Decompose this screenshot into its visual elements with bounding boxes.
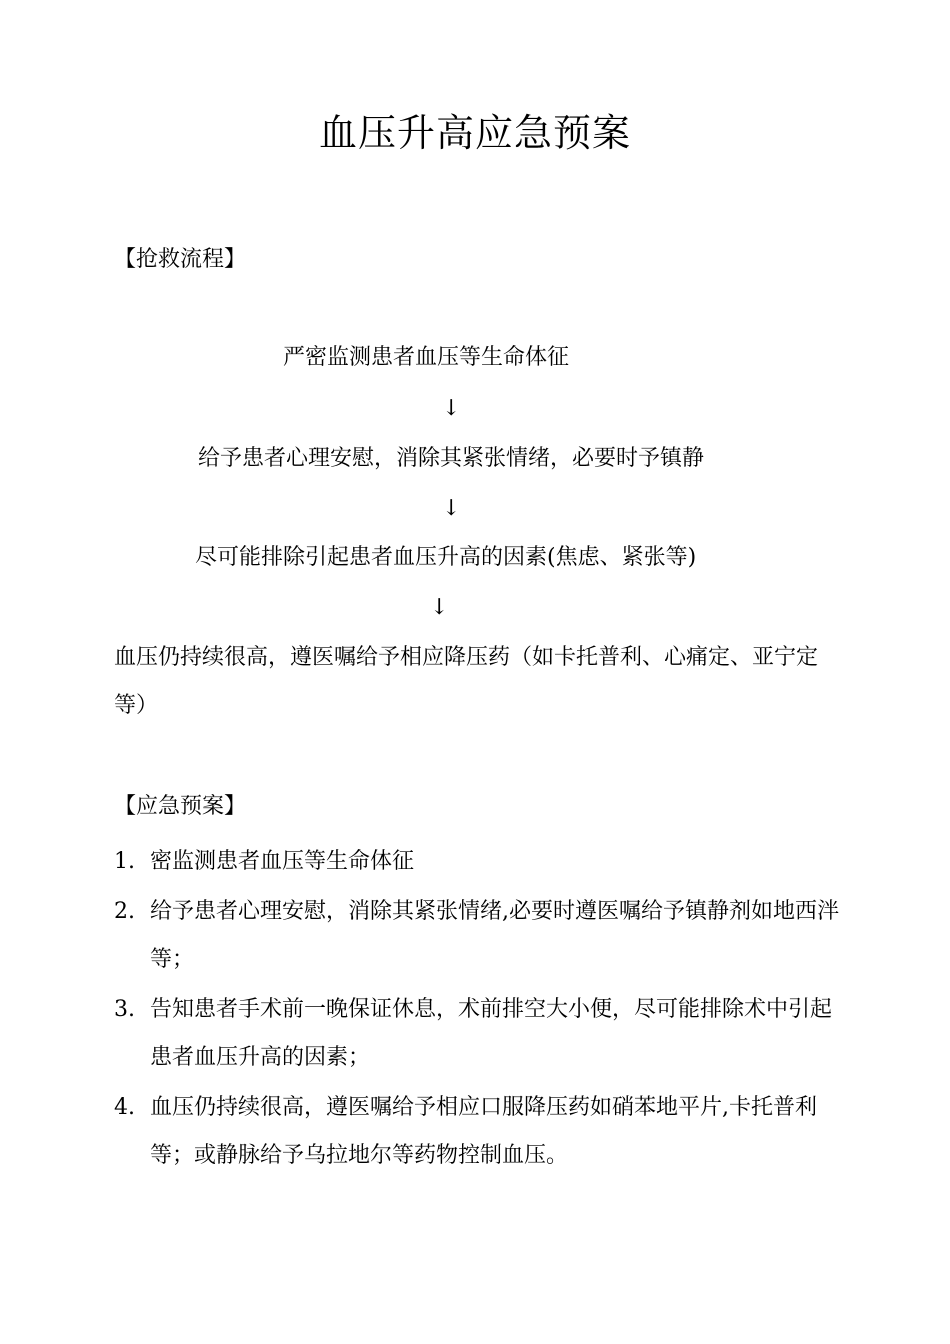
flow-step-1: 严密监测患者血压等生命体征 (283, 345, 570, 370)
list-item (114, 888, 844, 984)
down-arrow-icon: ↓ (442, 396, 461, 421)
flow-step-4: 血压仍持续很高，遵医嘱给予相应降压药（如卡托普利、心痛定、亚宁定等） (114, 645, 819, 718)
item-text: 密监测患者血压等生命体征 (150, 849, 415, 874)
item-text: 给予患者心理安慰，消除其紧张情绪,必要时遵医嘱给予镇静剂如地西泮等； (150, 899, 839, 972)
emergency-plan-list (114, 838, 844, 1182)
flow-step-2: 给予患者心理安慰，消除其紧张情绪，必要时予镇静 (198, 446, 705, 471)
item-number: 4. (114, 1095, 135, 1120)
list-item (114, 986, 844, 1082)
item-number: 3. (114, 997, 135, 1022)
emergency-plan-heading: 【应急预案】 (114, 794, 247, 819)
item-number: 2. (114, 899, 135, 924)
down-arrow-icon: ↓ (430, 595, 449, 620)
item-number: 1. (114, 849, 135, 874)
list-item (114, 838, 844, 886)
page-title: 血压升高应急预案 (318, 111, 631, 155)
down-arrow-icon: ↓ (442, 496, 461, 521)
flow-step-3: 尽可能排除引起患者血压升高的因素(焦虑、紧张等) (195, 545, 697, 570)
item-text: 告知患者手术前一晚保证休息，术前排空大小便，尽可能排除术中引起患者血压升高的因素； (150, 997, 833, 1070)
rescue-flow-heading: 【抢救流程】 (114, 247, 247, 272)
item-text: 血压仍持续很高，遵医嘱给予相应口服降压药如硝苯地平片,卡托普利等；或静脉给予乌拉地尔等药物控制血压。 (150, 1095, 817, 1168)
list-item (114, 1084, 844, 1180)
